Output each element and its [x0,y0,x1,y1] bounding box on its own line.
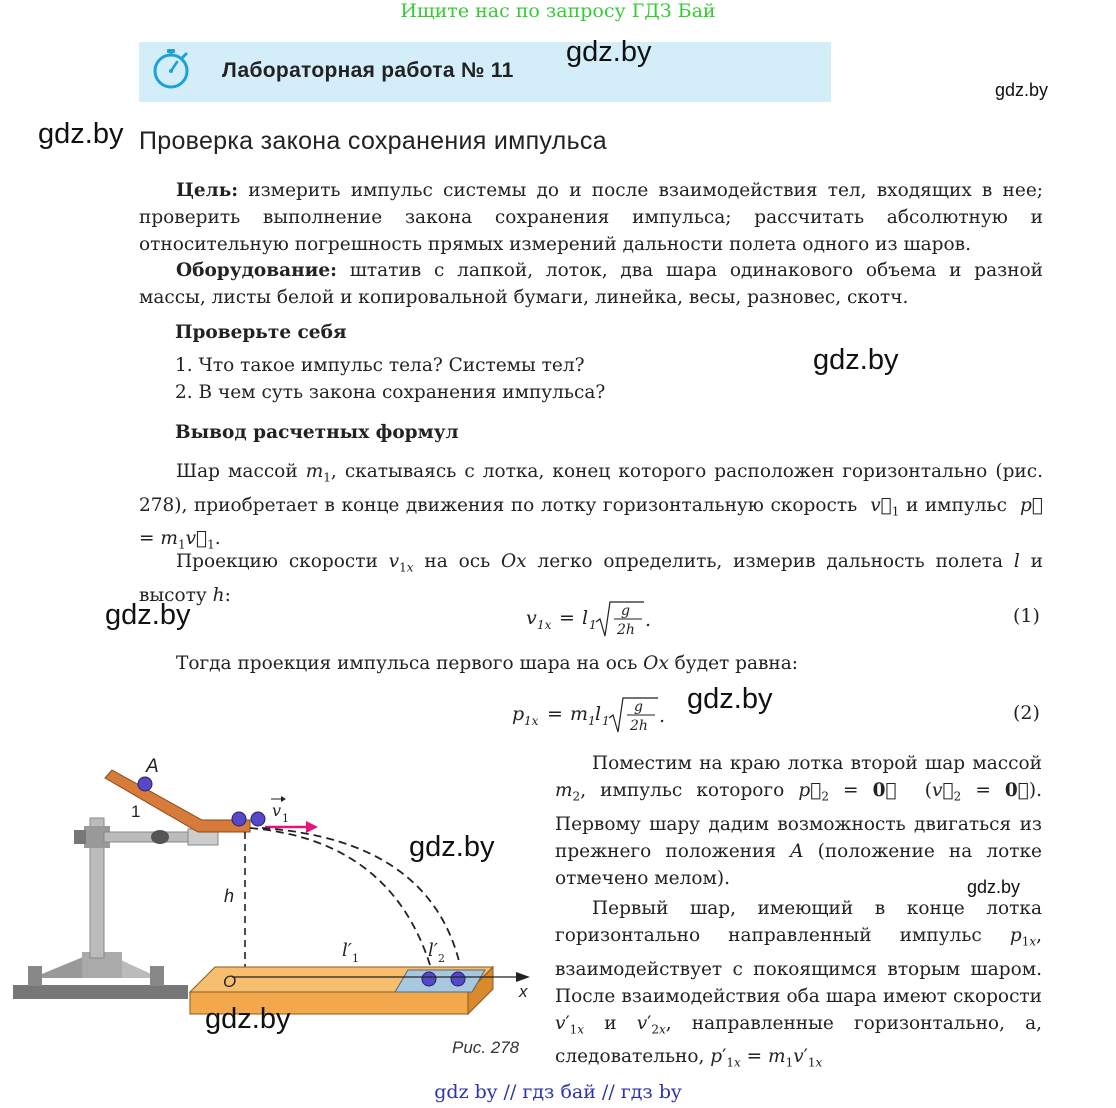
search-hint: Ищите нас по запросу ГДЗ Бай [400,0,716,22]
svg-text:.: . [659,705,666,727]
watermark: gdz.by [967,877,1021,897]
figure-caption: Рис. 278 [452,1038,520,1057]
svg-text:=: = [559,607,575,629]
footer-note: gdz by // гдз бай // гдз by [434,1081,682,1103]
stand-base [13,985,188,999]
svg-text:l: l [582,607,589,629]
trajectory-1 [250,828,430,965]
p2-text-c: легко определить, измерив дальность полета [526,551,1014,572]
equipment-label: Оборудование: [176,260,337,281]
r1-text-a: Поместим на краю лотка второй шар массой [592,753,1042,774]
equation-1-number: (1) [1013,605,1040,627]
ramp [105,770,250,832]
paragraph-ball-mass: Шар массой $m_1$, скатываясь с лотка, конец которого расположен горизонтально (рис. 278), приобретает в конце движения по лотку горизонтальную скорость $v⃗_1$ и импульс p⃗ = $m_1v⃗_1$. [139,461,1043,553]
r3-text-b: , взаимодействует с покоящимся вторым шаром. После взаимодействия оба шара имеют скорости [555,925,1042,1007]
label-1: 1 [131,802,141,821]
right-paragraph-1: Поместим на краю лотка второй шар массой $m_2$, импульс которого $p⃗_2$ = 0⃗ ($v⃗_2$ = 0⃗). Первому шару дадим возможность двигаться из прежнего положения A (положение на лотке отмечено мелом). [555,753,1043,889]
paragraph-momentum: Тогда проекция импульса первого шара на ось Ox будет равна: [176,653,799,674]
p2-text-d: и высоту [139,551,1043,606]
equation-2 [512,694,672,743]
right-paragraph-2: Первый шар, имеющий в конце лотка горизонтально направленный импульс $p_{1x}$, взаимодействует с покоящимся вторым шаром. После взаимодействия оба шара имеют скорости $v'_{1x}$ и $v'_{2x}$, направленные горизонтально, а, следовательно, $p'_{1x} = m_1v'_{1x}$ [555,898,1043,1071]
label-o: O [223,972,237,991]
check-heading: Проверьте себя [175,322,347,343]
watermark: gdz.by [566,36,652,68]
page-title: Проверка закона сохранения импульса [139,127,607,155]
r2-text-a: Первому шару дадим возможность двигаться из прежнего положения [555,813,1042,862]
watermark: gdz.by [38,118,124,150]
equation-1 [526,598,656,647]
r3-text-d: , направленные горизонтально, а, следовательно, [555,1012,1043,1068]
label-l1: l′ [342,940,352,961]
label-h: h [224,886,235,906]
question-1: 1. Что такое импульс тела? Системы тел? [175,355,585,376]
svg-text:1: 1 [602,714,610,728]
svg-text:1x: 1x [537,618,552,632]
p1-text-b: , скатываясь с лотка, конец которого расположен горизонтально (рис. 278), приобретает в конце движения по лотку горизонтальную скорость [139,461,1043,516]
equipment-paragraph [139,257,1043,311]
p3-text-a: Тогда проекция импульса первого шара на ось [176,653,644,674]
goal-paragraph [139,177,1043,258]
equation-2-number: (2) [1013,702,1040,724]
paragraph-projection: Проекцию скорости $v_{1x}$ на ось Ox легко определить, измерив дальность полета l и высоту h: [139,551,1043,606]
stopwatch-icon [150,46,192,92]
ball-a [138,777,152,791]
p2-text-b: на ось [413,551,502,572]
derivation-heading: Вывод расчетных формул [175,422,459,443]
svg-text:g: g [634,699,643,715]
r3-text-c: и [584,1012,637,1034]
p3-text-b: будет равна: [668,653,799,674]
svg-text:1x: 1x [524,714,539,728]
p2-text-a: Проекцию скорости [176,551,389,572]
svg-text:p: p [512,703,525,725]
watermark: gdz.by [995,80,1049,100]
svg-text:2h: 2h [630,718,648,734]
label-l2-sub: 2 [438,952,445,965]
svg-text:g: g [621,603,630,619]
label-l2: l′ [428,940,438,961]
watermark: gdz.by [205,1003,291,1035]
label-l1-sub: 1 [352,952,359,965]
p1-text-c: и импульс [899,494,1014,516]
svg-text:2h: 2h [617,622,635,638]
watermark: gdz.by [687,683,773,715]
equipment-text: штатив с лапкой, лоток, два шара одинакового объема и разной массы, листы белой и копировальной бумаги, линейка, весы, разновес, скотч. [139,260,1043,308]
ball-1 [232,812,246,826]
p1-text-a: Шар массой [176,461,306,482]
svg-text:v: v [526,607,537,629]
svg-text:m: m [570,703,589,725]
svg-text:1: 1 [588,714,596,728]
label-v1-sub: 1 [282,812,289,825]
lab-title: Лабораторная работа № 11 [222,59,514,82]
watermark: gdz.by [813,344,899,376]
label-x: x [519,982,528,1001]
ball-2 [251,812,265,826]
carbon-paper [395,970,485,992]
r1-text-b: , импульс которого [580,780,799,801]
svg-text:=: = [547,703,563,725]
r2-text-b: (положение на лотке отмечено мелом). [555,840,1042,889]
question-2: 2. В чем суть закона сохранения импульса? [175,382,606,403]
svg-text:.: . [645,609,652,631]
watermark: gdz.by [409,831,495,863]
goal-label: Цель: [176,180,239,201]
label-a: A [146,756,159,777]
svg-text:l: l [595,703,602,725]
svg-text:1: 1 [589,618,597,632]
label-v1: v [272,801,282,820]
r3-text-a: Первый шар, имеющий в конце лотка горизонтально направленный импульс [555,898,1042,946]
goal-text: измерить импульс системы до и после взаимодействия тел, входящих в нее; проверить выполнение закона сохранения импульса; рассчитать абсолютную и относительную погрешность прямых измерений дальности полета одного из шаров. [139,180,1043,255]
watermark: gdz.by [105,599,191,631]
